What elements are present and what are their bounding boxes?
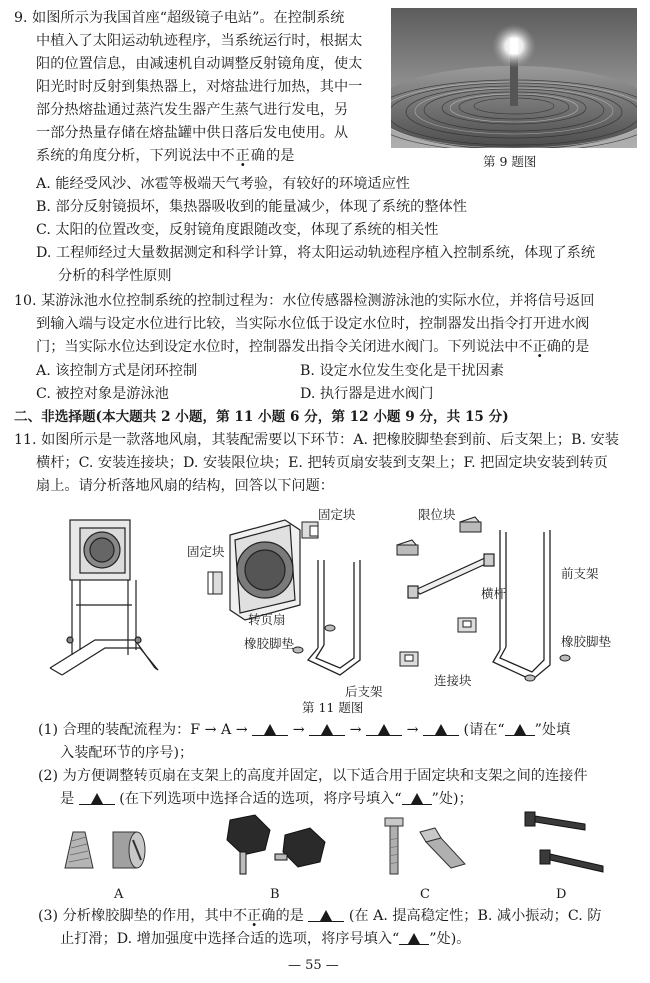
q9-line-7 [36,145,294,167]
q11-line-3: 扇上。请分析落地风扇的结构，回答以下问题： [36,478,334,494]
q11-sub3-emphasis: 不正确 [232,908,276,924]
q11-sub3-post: (在 A. 提高稳定性；B. 减小振动；C. 防 [348,908,602,924]
q11-figure-caption: 第 11 题图 [302,700,364,715]
q11-sub1-line1: (1) 合理的装配流程为：F → A → → → → (请在“ ”处填 [38,719,570,741]
q9-stem-pre: 系统的角度分析，下列说法中 [36,148,221,164]
q11-line-1: 11. 如图所示是一款落地风扇，其装配需要以下环节：A. 把橡胶脚垫套到前、后支架上；B. 安装 [14,432,619,448]
blank-sample [505,719,535,736]
q9-stem-post: 的是 [266,148,295,164]
page-number: — 55 — [288,958,339,973]
q9-line-1: 9. 如图所示为我国首座“超级镜子电站”。在控制系统 [14,10,345,26]
option-a-set-screw-image [65,832,145,868]
q11-sub1-post2: ”处填 [534,722,571,738]
solar-station-photo [391,8,637,148]
q9-figure-caption: 第 9 题图 [483,154,537,169]
q9-option-d-cont: 分析的科学性原则 [58,268,172,284]
blank-triangle-icon [321,724,333,735]
option-a-label: A [114,887,124,902]
q10-stem-pre: 门；当实际水位达到设定水位时，控制器发出指令关闭进水阀门。下列说法中 [36,339,519,355]
q9-line-5: 部分热熔盐通过蒸汽发生器产生蒸气进行发电，另 [36,102,349,118]
fan-assembly-figure [40,500,640,690]
blank-triangle-icon [320,910,332,921]
option-d-long-bolt-image [525,812,603,872]
q9-option-d: D. 工程师经过大量数据测定和科学计算，将太阳运动轨迹程序植入控制系统，体现了系统 [36,245,596,261]
section-2-heading: 二、非选择题(本大题共 2 小题，第 11 小题 6 分，第 12 小题 9 分，共 15 分) [14,409,509,425]
blank-sample [402,788,432,805]
label-rear-bracket: 后支架 [345,684,383,699]
label-connecting-block: 连接块 [434,673,472,688]
q10-option-d: D. 执行器是进水阀门 [300,386,434,402]
q11-sub1-post: (请在“ [463,722,505,738]
label-limit-block: 限位块 [418,507,456,522]
q10-line-1: 10. 某游泳池水位控制系统的控制过程为：水位传感器检测游泳池的实际水位，并将信号返回 [14,293,595,309]
blank-triangle-icon [408,933,420,944]
option-d-label: D [556,887,567,902]
q11-sub1-line2: 入装配环节的序号)； [60,745,194,761]
blank-triangle-icon [378,724,390,735]
q11-sub3-pre: (3) 分析橡胶脚垫的作用，其中 [38,908,233,924]
answer-blank-4[interactable] [423,719,459,736]
answer-blank-2[interactable] [309,719,345,736]
answer-blank-1[interactable] [252,719,288,736]
option-b-knob-screw-image [227,815,325,874]
q11-sub2-line1: (2) 为方便调整转页扇在支架上的高度并固定，以下适合用于固定块和支架之间的连接件 [38,768,588,784]
q10-option-a: A. 该控制方式是闭环控制 [36,363,198,379]
q10-option-c: C. 被控对象是游泳池 [36,386,169,402]
q9-option-a: A. 能经受风沙、冰雹等极端天气考验，有较好的环境适应性 [36,176,410,192]
answer-blank-5[interactable] [79,788,115,805]
blank-triangle-icon [435,724,447,735]
q11-sub3-mid: 的是 [275,908,304,924]
q10-line-2: 到输入端与设定水位进行比较，当实际水位低于设定水位时，控制器发出指令打开进水阀 [36,316,590,332]
q11-sub3-line1 [38,905,601,927]
q9-stem-emphasis: 不正确 [220,148,267,164]
q11-sub2-post: (在下列选项中选择合适的选项，将序号填入“ [119,791,402,807]
label-rubber-pad-2: 橡胶脚垫 [561,634,612,649]
blank-triangle-icon [411,793,423,804]
q9-line-3: 阳的位置信息，由减速机自动调整反射镜角度，使太 [36,56,363,72]
q11-sub1-pre: (1) 合理的装配流程为：F → A → [38,722,248,738]
blank-triangle-icon [514,724,526,735]
q11-sub2-line2 [60,788,473,810]
option-b-label: B [270,887,280,902]
label-front-bracket: 前支架 [561,566,599,581]
q9-option-b: B. 部分反射镜损坏，集热器吸收到的能量减少，体现了系统的整体性 [36,199,467,215]
label-fixed-block-2: 固定块 [318,507,356,522]
q9-option-c: C. 太阳的位置改变，反射镜角度跟随改变，体现了系统的相关性 [36,222,439,238]
label-rotating-fan: 转页扇 [248,612,286,627]
answer-blank-3[interactable] [366,719,402,736]
q9-line-4: 阳光时时反射到集热器上，对熔盐进行加热，其中一 [36,79,363,95]
q10-option-b: B. 设定水位发生变化是干扰因素 [300,363,504,379]
fastener-options [55,810,615,882]
label-crossbar: 横杆 [481,586,507,601]
blank-sample [399,928,429,945]
q11-sub3-line2-pre: 止打滑；D. 增加强度中选择合适的选项，将序号填入“ [60,931,400,947]
q9-line-6: 一部分热量存储在熔盐罐中供日落后发电使用。从 [36,125,349,141]
label-rubber-pad-1: 橡胶脚垫 [244,636,295,651]
q11-sub2-post2: ”处)； [431,791,473,807]
q11-sub2-pre: 是 [60,791,75,807]
option-c-bolt-image [385,818,465,874]
answer-blank-6[interactable] [308,905,344,922]
blank-triangle-icon [264,724,276,735]
q10-stem-post: 的是 [560,339,590,355]
q11-sub3-line2 [60,928,470,950]
q11-line-2: 横杆；C. 安装连接块；D. 安装限位块；E. 把转页扇安装到支架上；F. 把固定块安装到转页 [36,455,608,471]
q11-sub3-line2-post: ”处)。 [429,931,471,947]
q10-stem-emphasis: 不正确 [518,339,561,355]
blank-triangle-icon [91,793,103,804]
label-fixed-block-1: 固定块 [187,544,225,559]
q9-line-2: 中植入了太阳运动轨迹程序，当系统运行时，根据太 [36,33,363,49]
q10-line-3 [36,336,589,358]
option-c-label: C [420,887,430,902]
